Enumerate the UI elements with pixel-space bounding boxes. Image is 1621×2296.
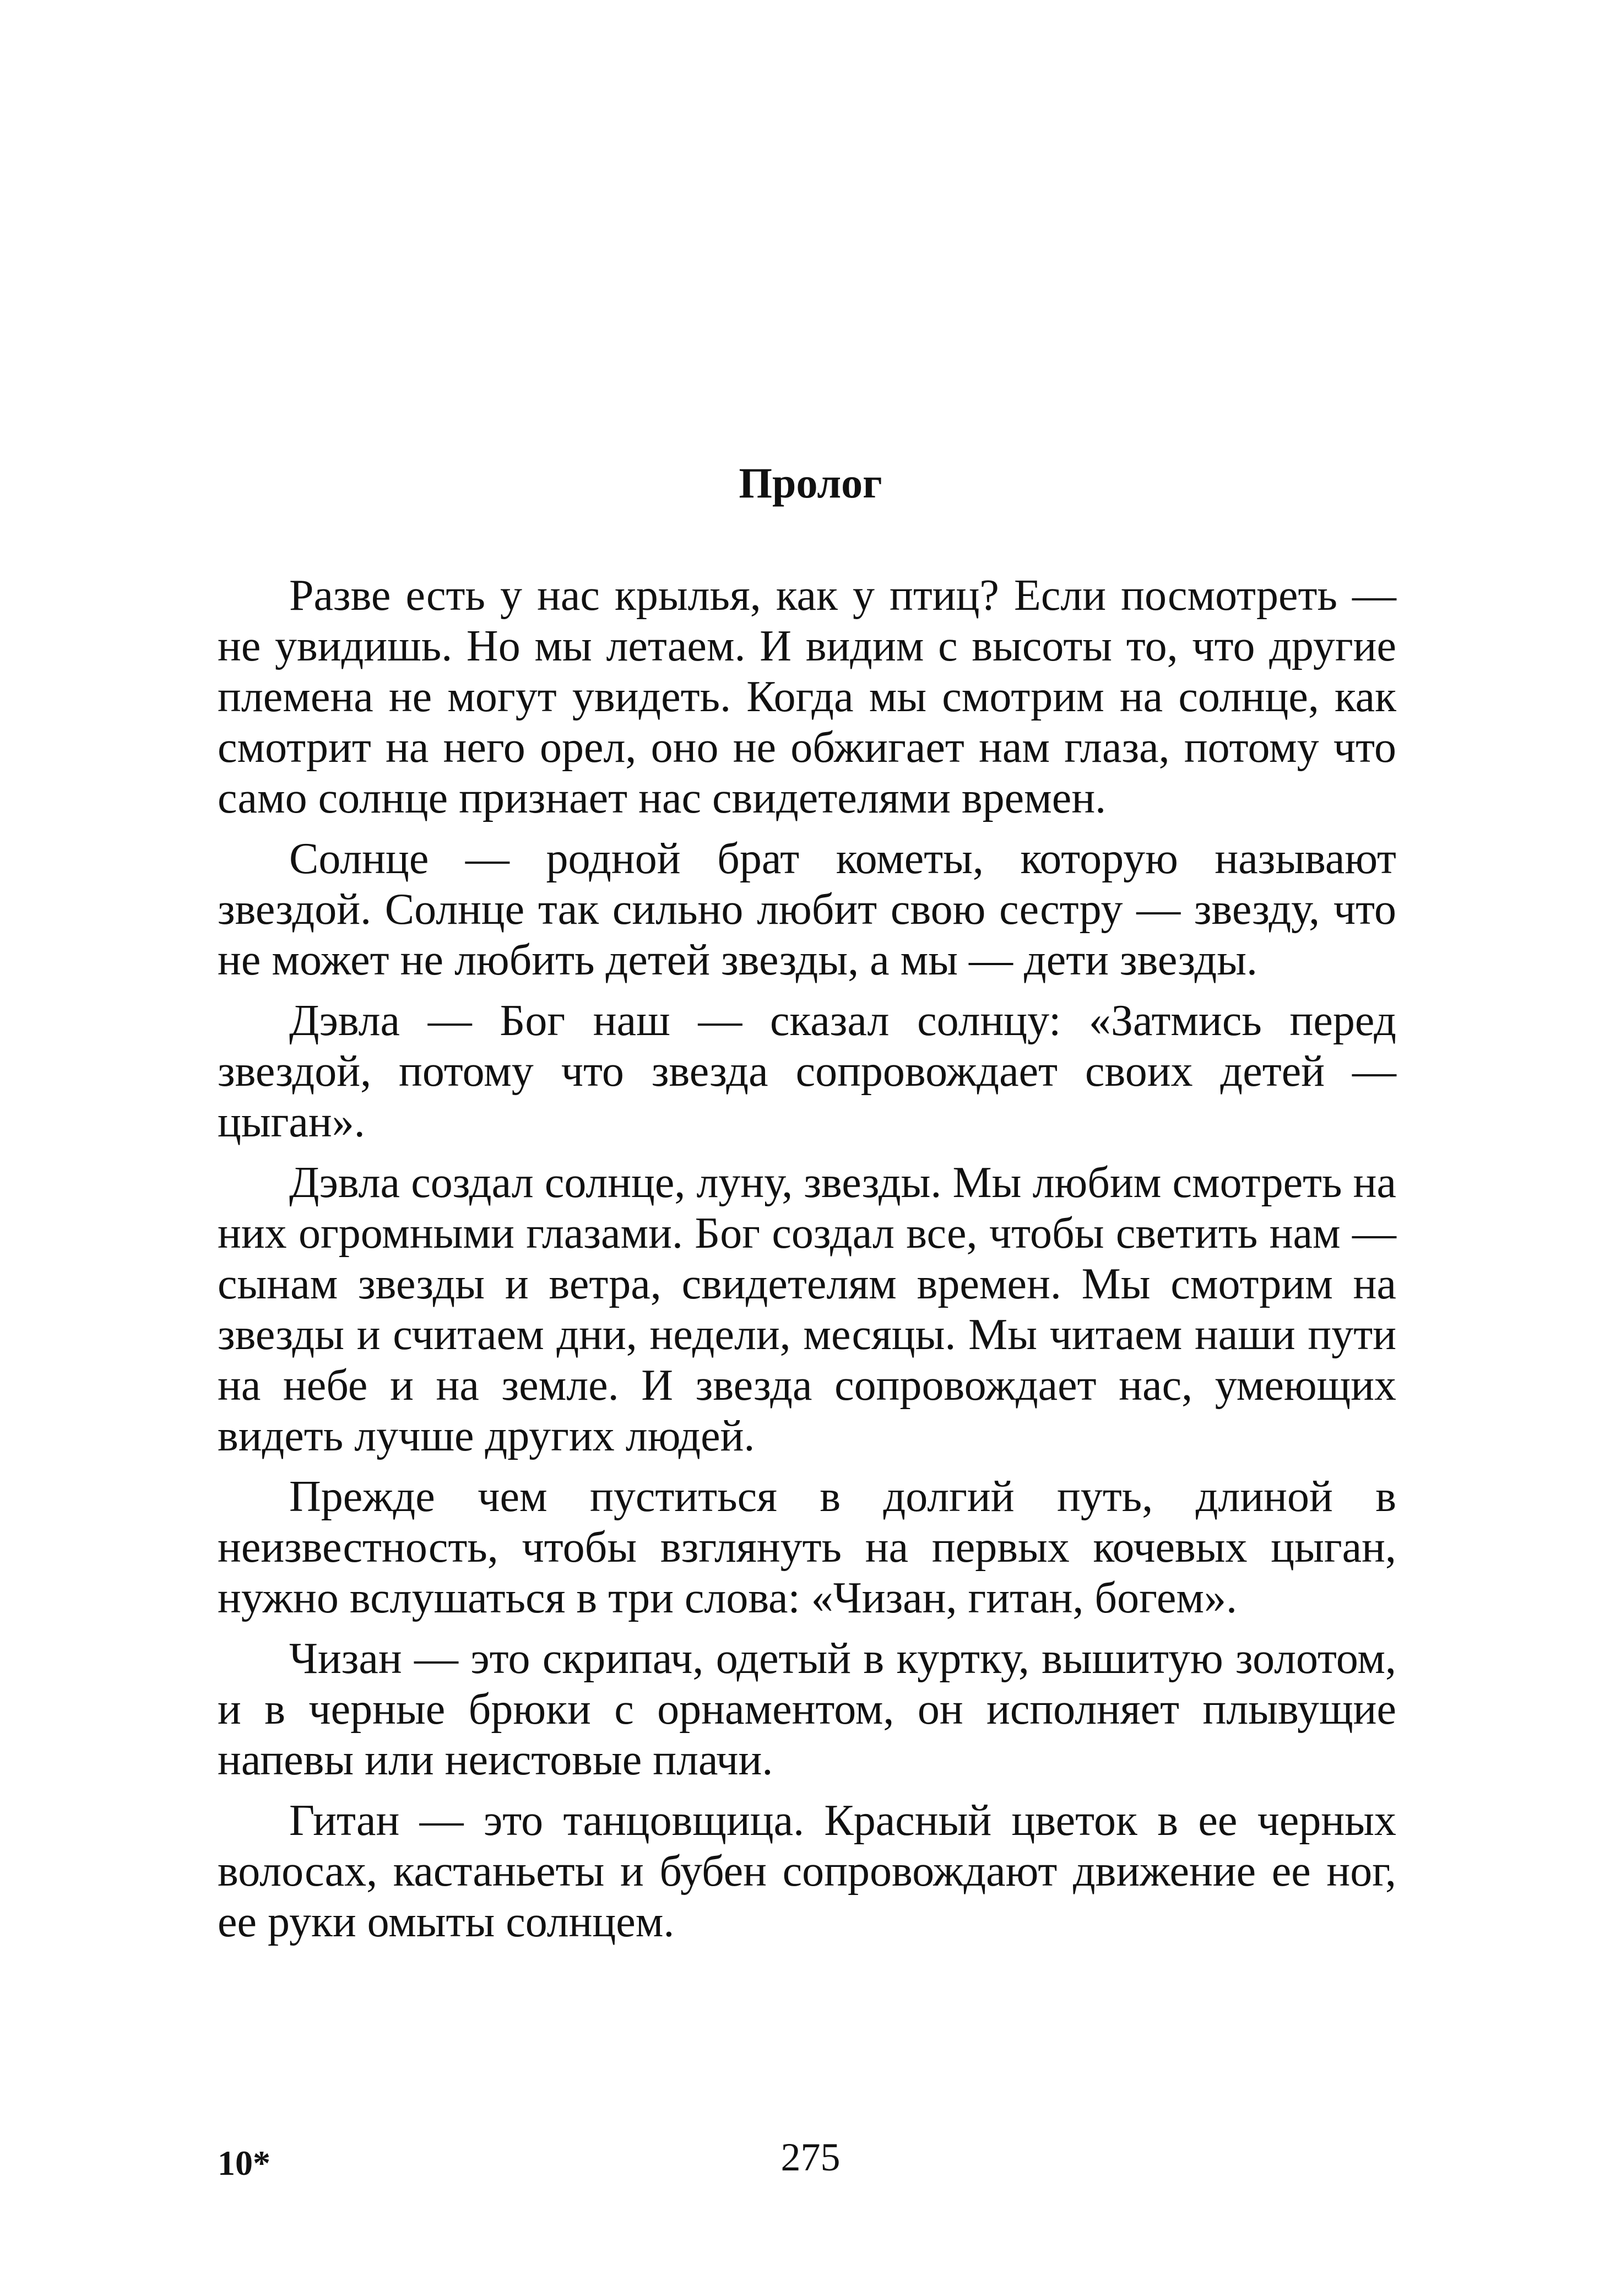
paragraph-1: Разве есть у нас крылья, как у птиц? Если посмотреть — не увидишь. Но мы летаем. И видим с высоты то, что другие племена не могут увидеть. Когда мы смотрим на солнце, как смотрит на него орел, оно не обжигает нам глаза, потому что само солнце признает нас свидетелями времен. bbox=[218, 571, 1396, 822]
paragraph-5: Прежде чем пуститься в долгий путь, длиной в неизвестность, чтобы взглянуть на первых кочевых цыган, нужно вслушаться в три слова: «Чизан, гитан, богем». bbox=[218, 1472, 1396, 1622]
paragraph-7: Гитан — это танцовщица. Красный цветок в ее черных волосах, кастаньеты и бубен сопровождают движение ее ног, ее руки омыты солнцем. bbox=[218, 1796, 1396, 1946]
page-title: Пролог bbox=[739, 459, 882, 507]
page-number: 275 bbox=[780, 2135, 841, 2179]
paragraph-2: Солнце — родной брат кометы, которую называют звездой. Солнце так сильно любит свою сестру — звезду, что не может не любить детей звезды, а мы — дети звезды. bbox=[218, 835, 1396, 984]
paragraph-4: Дэвла создал солнце, луну, звезды. Мы любим смотреть на них огромными глазами. Бог создал все, чтобы светить нам — сынам звезды и ветра, свидетелям времен. Мы смотрим на звезды и считаем дни, недели, месяцы. Мы читаем наши пути на небе и на земле. И звезда сопровождает нас, умеющих видеть лучше других людей. bbox=[218, 1158, 1396, 1460]
paragraph-3: Дэвла — Бог наш — сказал солнцу: «Затмись перед звездой, потому что звезда сопровождает своих детей — цыган». bbox=[218, 997, 1396, 1146]
signature-mark: 10* bbox=[218, 2143, 270, 2183]
paragraph-6: Чизан — это скрипач, одетый в куртку, вышитую золотом, и в черные брюки с орнаментом, он исполняет плывущие напевы или неистовые плачи. bbox=[218, 1634, 1396, 1784]
body-text bbox=[218, 570, 1396, 1957]
